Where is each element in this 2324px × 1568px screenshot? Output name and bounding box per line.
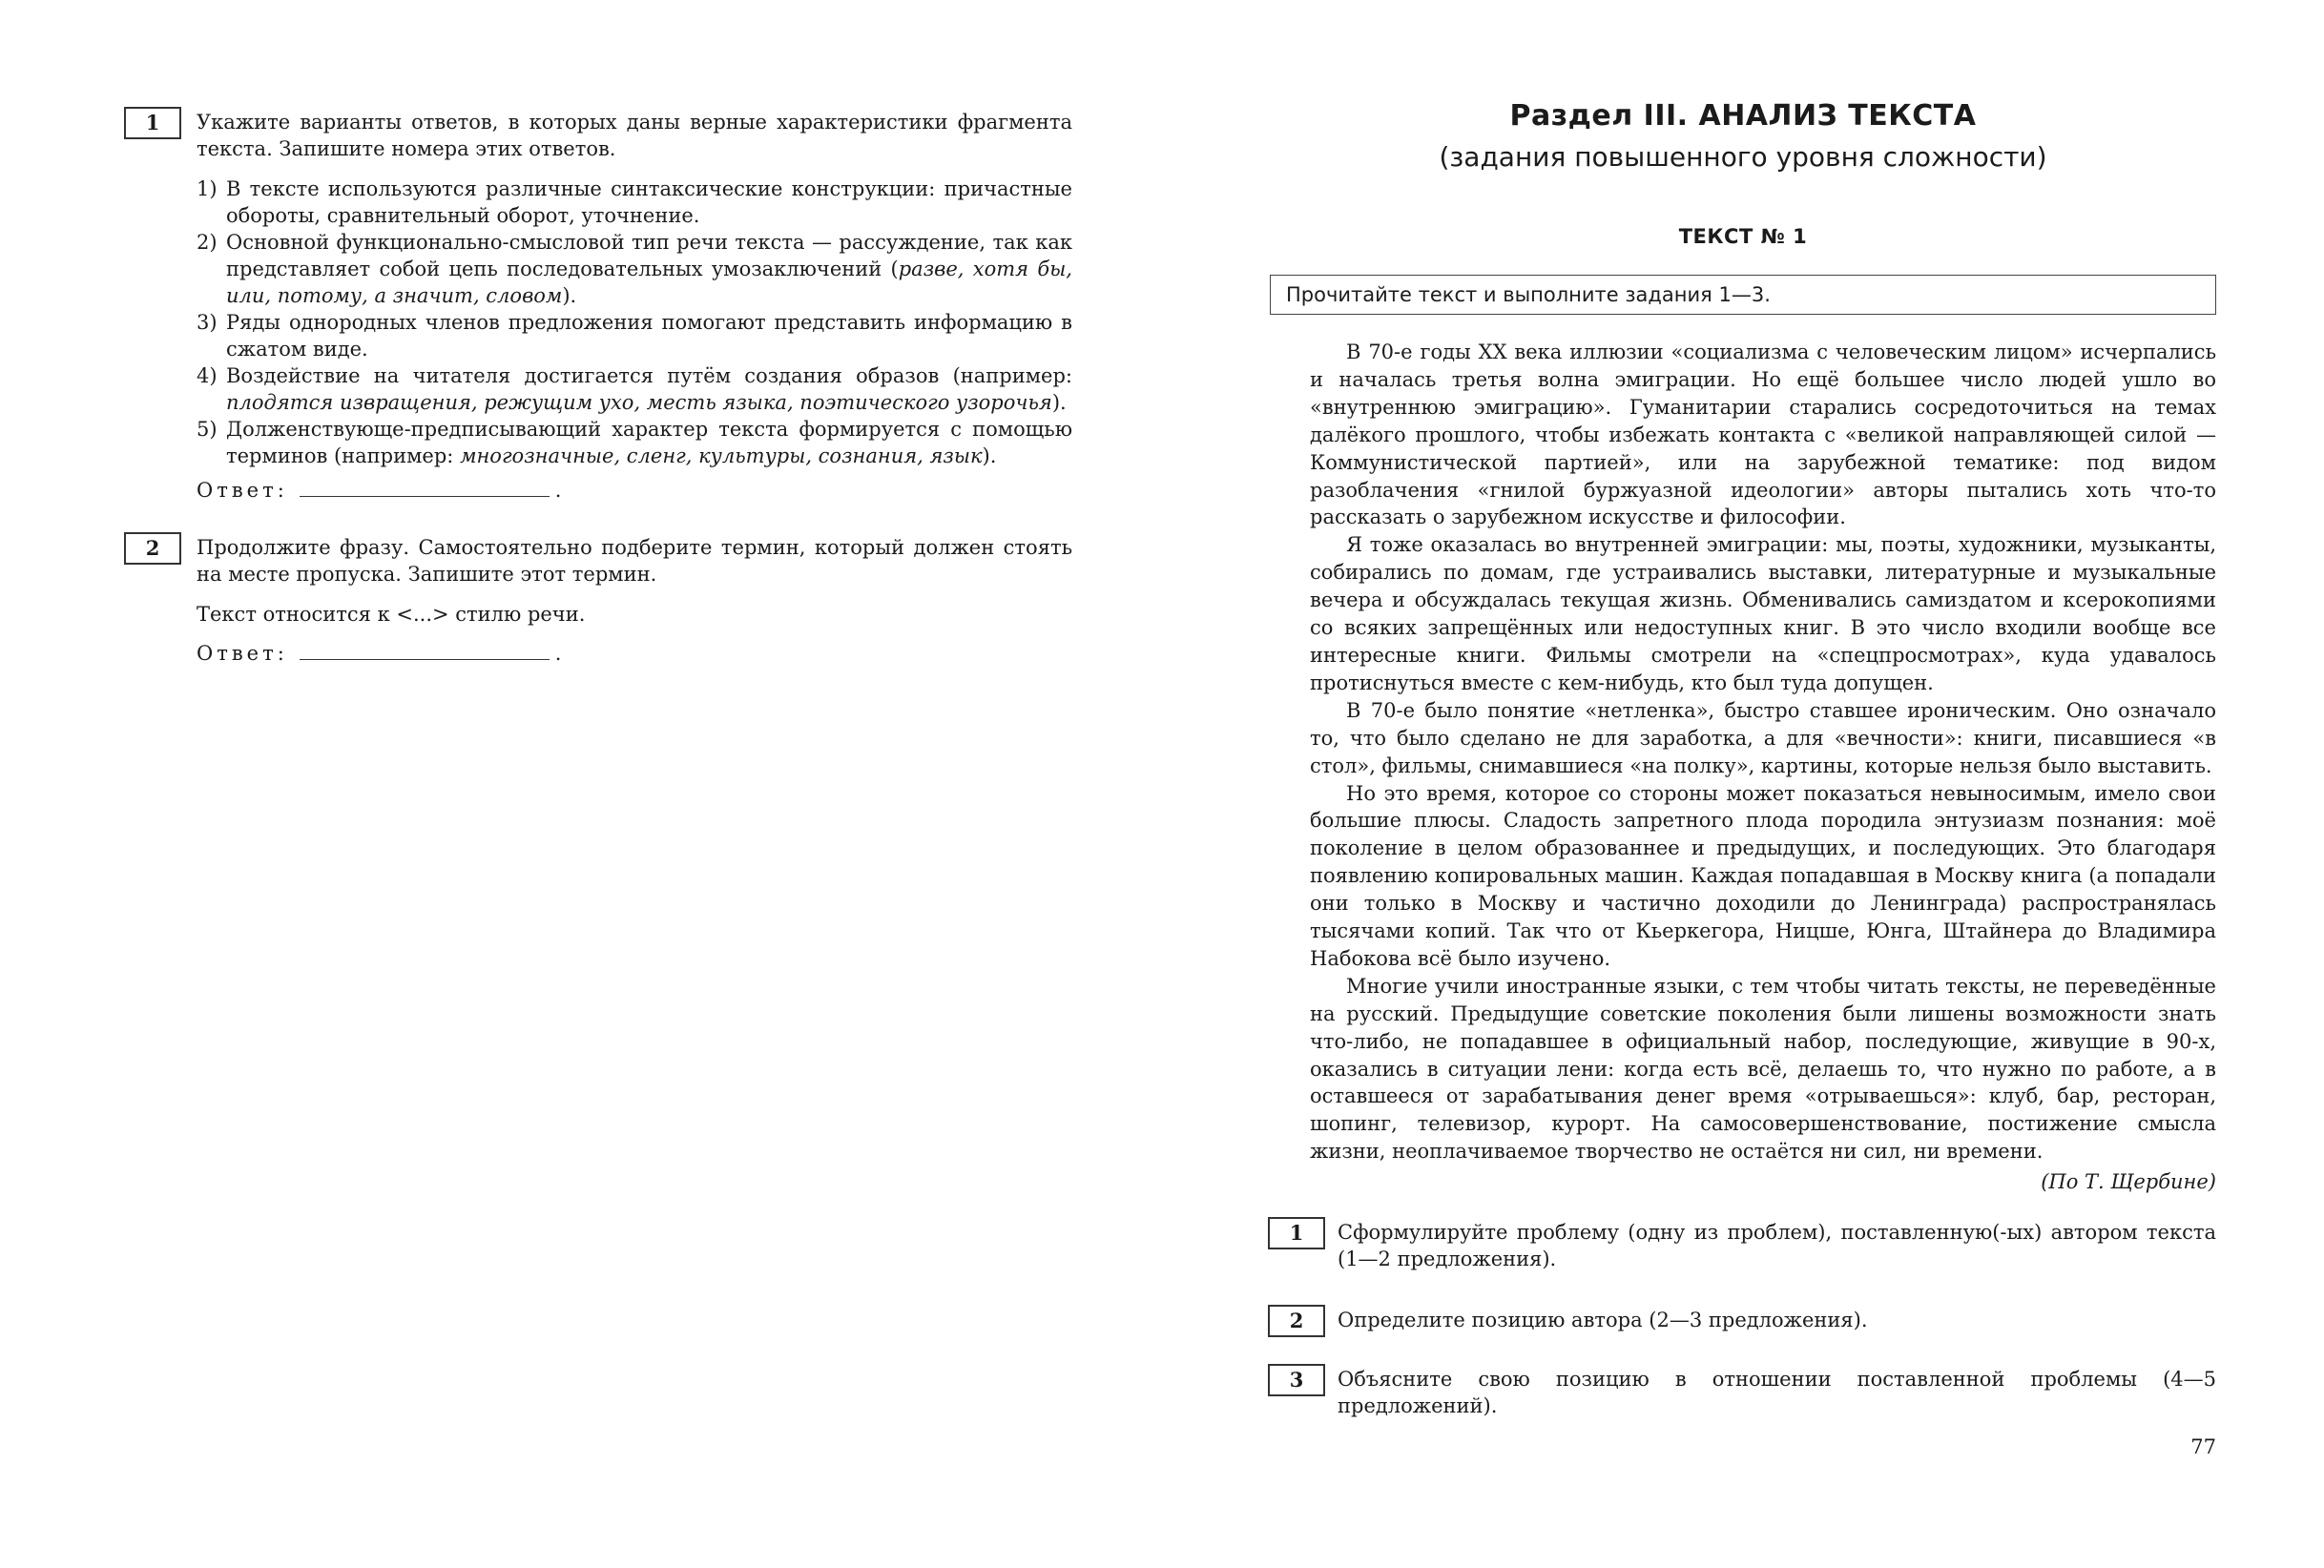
question-1-options [197,175,1072,469]
option-3-number: 3) [197,311,218,334]
passage-paragraph: Многие учили иностранные языки, с тем чтобы читать тексты, не переведённые на русский. Предыдущие советские поколения были лишены возможности знать что-либо, не попадавшее в официальный набор, последующие, живущие в 90-х, оказались в ситуации лени: когда есть всё, делаешь то, что нужно по работе, а в оставшееся от зарабатывания денег время «отрываешься»: клуб, бар, ресторан, шопинг, телевизор, курорт. На самосовершенствование, постижение смысла жизни, неоплачиваемое творчество не остаётся ни сил, ни времени. [1310,974,2216,1164]
option-5-number: 5) [197,418,218,441]
option-2-number: 2) [197,231,218,254]
question-1-prompt [197,109,1072,162]
option-2-examples: разве, хотя бы, или, потому, а значит, словом [226,258,1072,307]
option-5-end: ). [982,444,997,467]
page-number: 77 [2190,1435,2216,1458]
task-2-text: Определите позицию автора (2—3 предложения). [1338,1309,1868,1331]
task-1-number-box: 1 [1268,1217,1325,1249]
instruction-box: Прочитайте текст и выполните задания 1—3. [1270,275,2216,315]
option-3 [197,309,1072,362]
question-2-answer-row: Ответ: . [197,642,562,665]
question-2-prompt-text: Продолжите фразу. Самостоятельно подберите термин, который должен стоять на месте пропуска. Запишите этот термин. [197,536,1072,586]
question-1-answer-row: Ответ: . [197,479,562,502]
question-1-prompt-text: Укажите варианты ответов, в которых даны верные характеристики фрагмента текста. Запишите номера этих ответов. [197,111,1072,160]
reading-passage [1310,339,2216,1166]
passage-paragraph: В 70-е было понятие «нетленка», быстро ставшее ироническим. Оно означало то, что было сделано не для заработка, а для «вечности»: книги, писавшиеся «в стол», фильмы, снимавшиеся «на полку», картины, которые нельзя было выставить. [1310,698,2216,777]
option-3-text: Ряды однородных членов предложения помогают представить информацию в сжатом виде. [226,311,1072,361]
question-2-answer-field[interactable] [300,640,550,660]
option-4-text: Воздействие на читателя достигается путём создания образов (например: [226,364,1072,387]
option-4-examples: плодятся извращения, режущим ухо, месть языка, поэтического узорочья [226,391,1052,414]
passage-paragraph: В 70-е годы XX века иллюзии «социализма с человеческим лицом» исчерпались и началась третья волна эмиграции. Но ещё большее число людей ушло во «внутреннюю эмиграцию». Гуманитарии старались сосредоточиться на темах далёкого прошлого, чтобы избежать контакта с «великой направляющей силой — Коммунистической партией», или на зарубежной тематике: под видом разоблачения «гнилой буржуазной идеологии» авторы пытались хоть что-то рассказать о зарубежном искусстве и философии. [1310,340,2216,529]
option-5 [197,416,1072,469]
passage-paragraph: Но это время, которое со стороны может показаться невыносимым, имело свои большие плюсы. Сладость запретного плода породила энтузиазм познания: моё поколение в целом образованнее и предыдущих, и последующих. Это благодаря появлению копировальных машин. Каждая попадавшая в Москву книга (а попадали они только в Москву и частично доходили до Ленинграда) распространялась тысячами копий. Так что от Кьеркегора, Ницше, Юнга, Штайнера до Владимира Набокова всё было изучено. [1310,781,2216,970]
question-2-number-box: 2 [124,532,181,565]
passage-paragraph: Я тоже оказалась во внутренней эмиграции: мы, поэты, художники, музыканты, собирались по домам, где устраивались выставки, литературные и музыкальные вечера и обсуждалась текущая жизнь. Обменивались самиздатом и ксерокопиями со всяких запрещённых или недоступных книг. В это число входили вообще все интересные книги. Фильмы смотрели на «спецпросмотрах», куда удавалось протиснуться вместе с кем-нибудь, кто был туда допущен. [1310,533,2216,694]
option-4-number: 4) [197,364,218,387]
option-2 [197,229,1072,309]
question-1-answer-label: Ответ: [197,479,288,502]
option-2-end: ). [562,284,577,307]
option-1 [197,175,1072,229]
option-5-examples: многозначные, сленг, культуры, сознания, язык [460,444,983,467]
right-page [1162,0,2324,1568]
option-4 [197,362,1072,416]
question-2-prompt [197,534,1072,588]
section-subtitle: (задания повышенного уровня сложности) [1439,141,2047,173]
task-3-number-box: 3 [1268,1364,1325,1396]
question-2-sentence: Текст относится к <...> стилю речи. [197,603,586,626]
task-3-text: Объясните свою позицию в отношении поставленной проблемы (4—5 предложений). [1338,1368,2216,1417]
option-1-text: В тексте используются различные синтаксические конструкции: причастные обороты, сравнительный оборот, уточнение. [226,177,1072,227]
question-2-answer-label: Ответ: [197,642,288,665]
option-2-text: Основной функционально-смысловой тип речи текста — рассуждение, так как представляет собой цепь последовательных умозаключений ( [226,231,1072,280]
section-heading: Раздел III. АНАЛИЗ ТЕКСТА [1509,99,1977,133]
option-4-end: ). [1051,391,1067,414]
text-title: ТЕКСТ № 1 [1678,225,1808,248]
option-1-number: 1) [197,177,218,200]
question-1-number-box: 1 [124,107,181,139]
passage-attribution: (По Т. Щербине) [2041,1170,2216,1193]
option-5-text: Долженствующе-предписывающий характер текста формируется с помощью терминов (например: [226,418,1072,467]
task-2-number-box: 2 [1268,1305,1325,1337]
task-1-text: Сформулируйте проблему (одну из проблем), поставленную(-ых) автором текста (1—2 предложения). [1338,1221,2216,1270]
question-1-answer-field[interactable] [300,477,550,497]
